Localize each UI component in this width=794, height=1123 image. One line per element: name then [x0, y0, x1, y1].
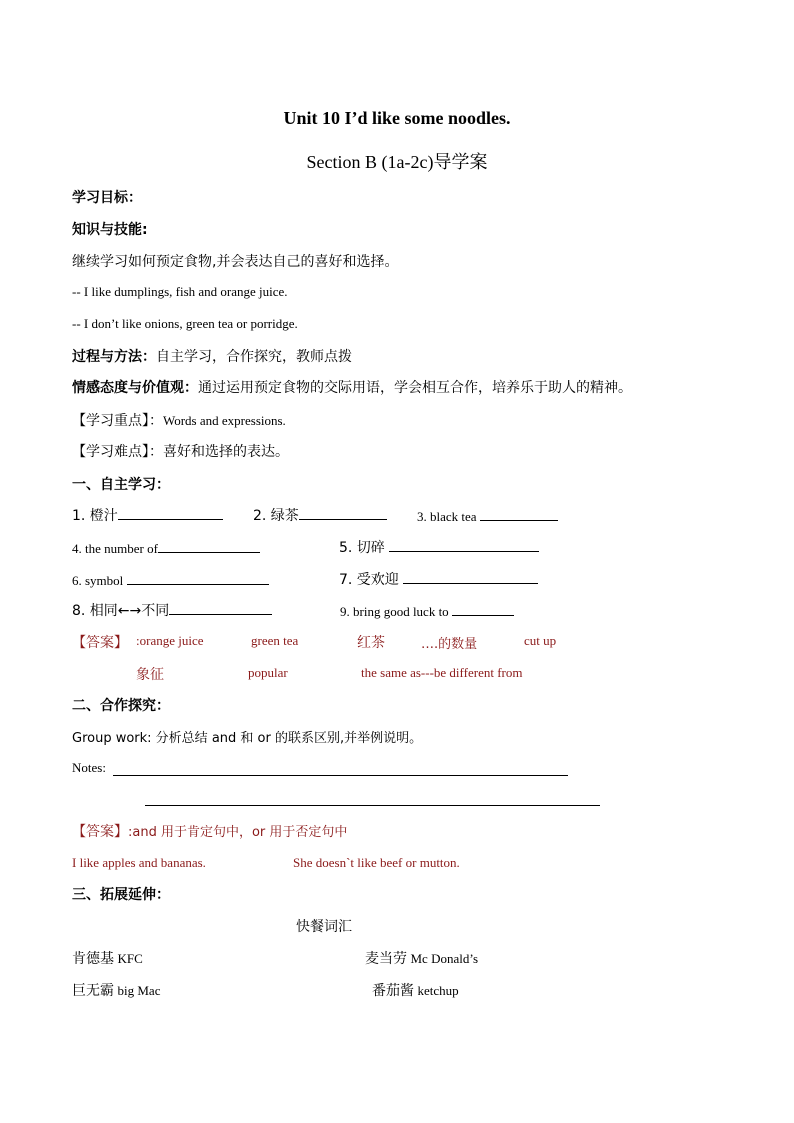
question-5: [339, 537, 539, 557]
key-row: [72, 410, 286, 430]
question-3: [417, 506, 558, 525]
objectives-heading: 学习目标：: [72, 190, 142, 206]
answer-blank[interactable]: [480, 506, 558, 521]
vocab-kfc: [72, 948, 143, 968]
process-row: [72, 346, 352, 366]
notes-label: Notes:: [72, 760, 106, 775]
section2-heading: 二、合作探究：: [72, 698, 170, 714]
answer-blank[interactable]: [169, 600, 272, 615]
section3-heading: 三、拓展延伸：: [72, 887, 170, 903]
knowledge-label: 知识与技能:: [72, 222, 148, 238]
section2-answer-text: :and 用于肯定句中，or 用于否定句中: [128, 825, 348, 840]
question-2: [253, 505, 387, 525]
answer-blank[interactable]: [158, 538, 260, 553]
page-subtitle: Section B (1a-2c)导学案: [306, 152, 488, 172]
vocab-kfc-cn: 肯德基: [72, 951, 114, 967]
vocab-bigmac-cn: 巨无霸: [72, 983, 114, 999]
question-1-label: 1. 橙汁: [72, 508, 118, 524]
question-1: [72, 505, 223, 525]
question-4-label: 4. the number of: [72, 541, 158, 556]
question-3-label: 3. black tea: [417, 509, 477, 524]
question-9-label: 9. bring good luck to: [340, 604, 449, 619]
answer-2: green tea: [251, 633, 299, 648]
vocab-ketchup: [372, 980, 459, 1000]
vocab-mcdonalds-cn: 麦当劳: [365, 951, 407, 967]
answer-blank[interactable]: [127, 570, 269, 585]
notes-line-2[interactable]: [145, 805, 600, 806]
question-2-label: 2. 绿茶: [253, 508, 299, 524]
answer-blank[interactable]: [403, 569, 538, 584]
question-7: [339, 569, 538, 589]
vocab-ketchup-en: ketchup: [417, 983, 459, 998]
answer-4: ….的数量: [421, 637, 478, 652]
question-8-label: 8. 相同←→不同: [72, 603, 170, 619]
emotion-label: 情感态度与价值观：: [72, 380, 198, 396]
example-dont-like: -- I don’t like onions, green tea or porridge.: [72, 316, 298, 331]
emotion-row: [72, 377, 632, 397]
notes-line-1[interactable]: [113, 775, 568, 776]
emotion-text: 通过运用预定食物的交际用语，学会相互合作，培养乐于助人的精神。: [198, 380, 632, 396]
example-or-sentence: She doesn`t like beef or mutton.: [293, 855, 460, 870]
section2-answer-row: [72, 821, 347, 841]
answer-5: cut up: [524, 633, 557, 648]
section2-answer-label: 【答案】: [72, 824, 128, 840]
section1-answer-label: 【答案】: [72, 635, 128, 651]
answer-blank[interactable]: [452, 601, 514, 616]
page-title: Unit 10 I’d like some noodles.: [283, 108, 511, 128]
question-6: [72, 570, 269, 589]
vocab-mcdonalds: [365, 948, 478, 968]
answer-blank[interactable]: [389, 537, 539, 552]
vocab-bigmac: [72, 980, 160, 1000]
example-and-sentence: I like apples and bananas.: [72, 855, 206, 870]
answer-6: 象征: [136, 667, 164, 683]
vocab-bigmac-en: big Mac: [117, 983, 161, 998]
vocab-kfc-en: KFC: [117, 951, 143, 966]
question-6-label: 6. symbol: [72, 573, 124, 588]
vocab-mcdonalds-en: Mc Donald’s: [410, 951, 479, 966]
group-work-task: Group work: 分析总结 and 和 or 的联系区别,并举例说明。: [72, 731, 423, 746]
answer-8: the same as---be different from: [361, 665, 523, 680]
key-label: 【学习重点】：: [72, 413, 163, 429]
difficult-label: 【学习难点】：: [72, 444, 163, 460]
example-like: -- I like dumplings, fish and orange juice.: [72, 284, 288, 299]
answer-blank[interactable]: [118, 505, 223, 520]
question-7-label: 7. 受欢迎: [339, 572, 399, 588]
question-9: [340, 601, 514, 620]
section1-heading: 一、自主学习：: [72, 477, 170, 493]
answer-7: popular: [248, 665, 288, 680]
question-4: [72, 538, 260, 557]
difficult-text: 喜好和选择的表达。: [163, 444, 289, 460]
process-text: 自主学习，合作探究，教师点拨: [156, 349, 352, 365]
answer-3: 红茶: [357, 635, 385, 651]
question-5-label: 5. 切碎: [339, 540, 385, 556]
vocab-ketchup-cn: 番茄酱: [372, 983, 414, 999]
question-8: [72, 600, 272, 620]
process-label: 过程与方法：: [72, 349, 156, 365]
answer-1: :orange juice: [136, 633, 204, 648]
knowledge-text: 继续学习如何预定食物,并会表达自己的喜好和选择。: [72, 254, 399, 270]
fast-food-vocab-title: 快餐词汇: [296, 919, 352, 935]
key-text: Words and expressions.: [163, 413, 286, 428]
difficult-row: [72, 441, 289, 461]
answer-blank[interactable]: [299, 505, 387, 520]
